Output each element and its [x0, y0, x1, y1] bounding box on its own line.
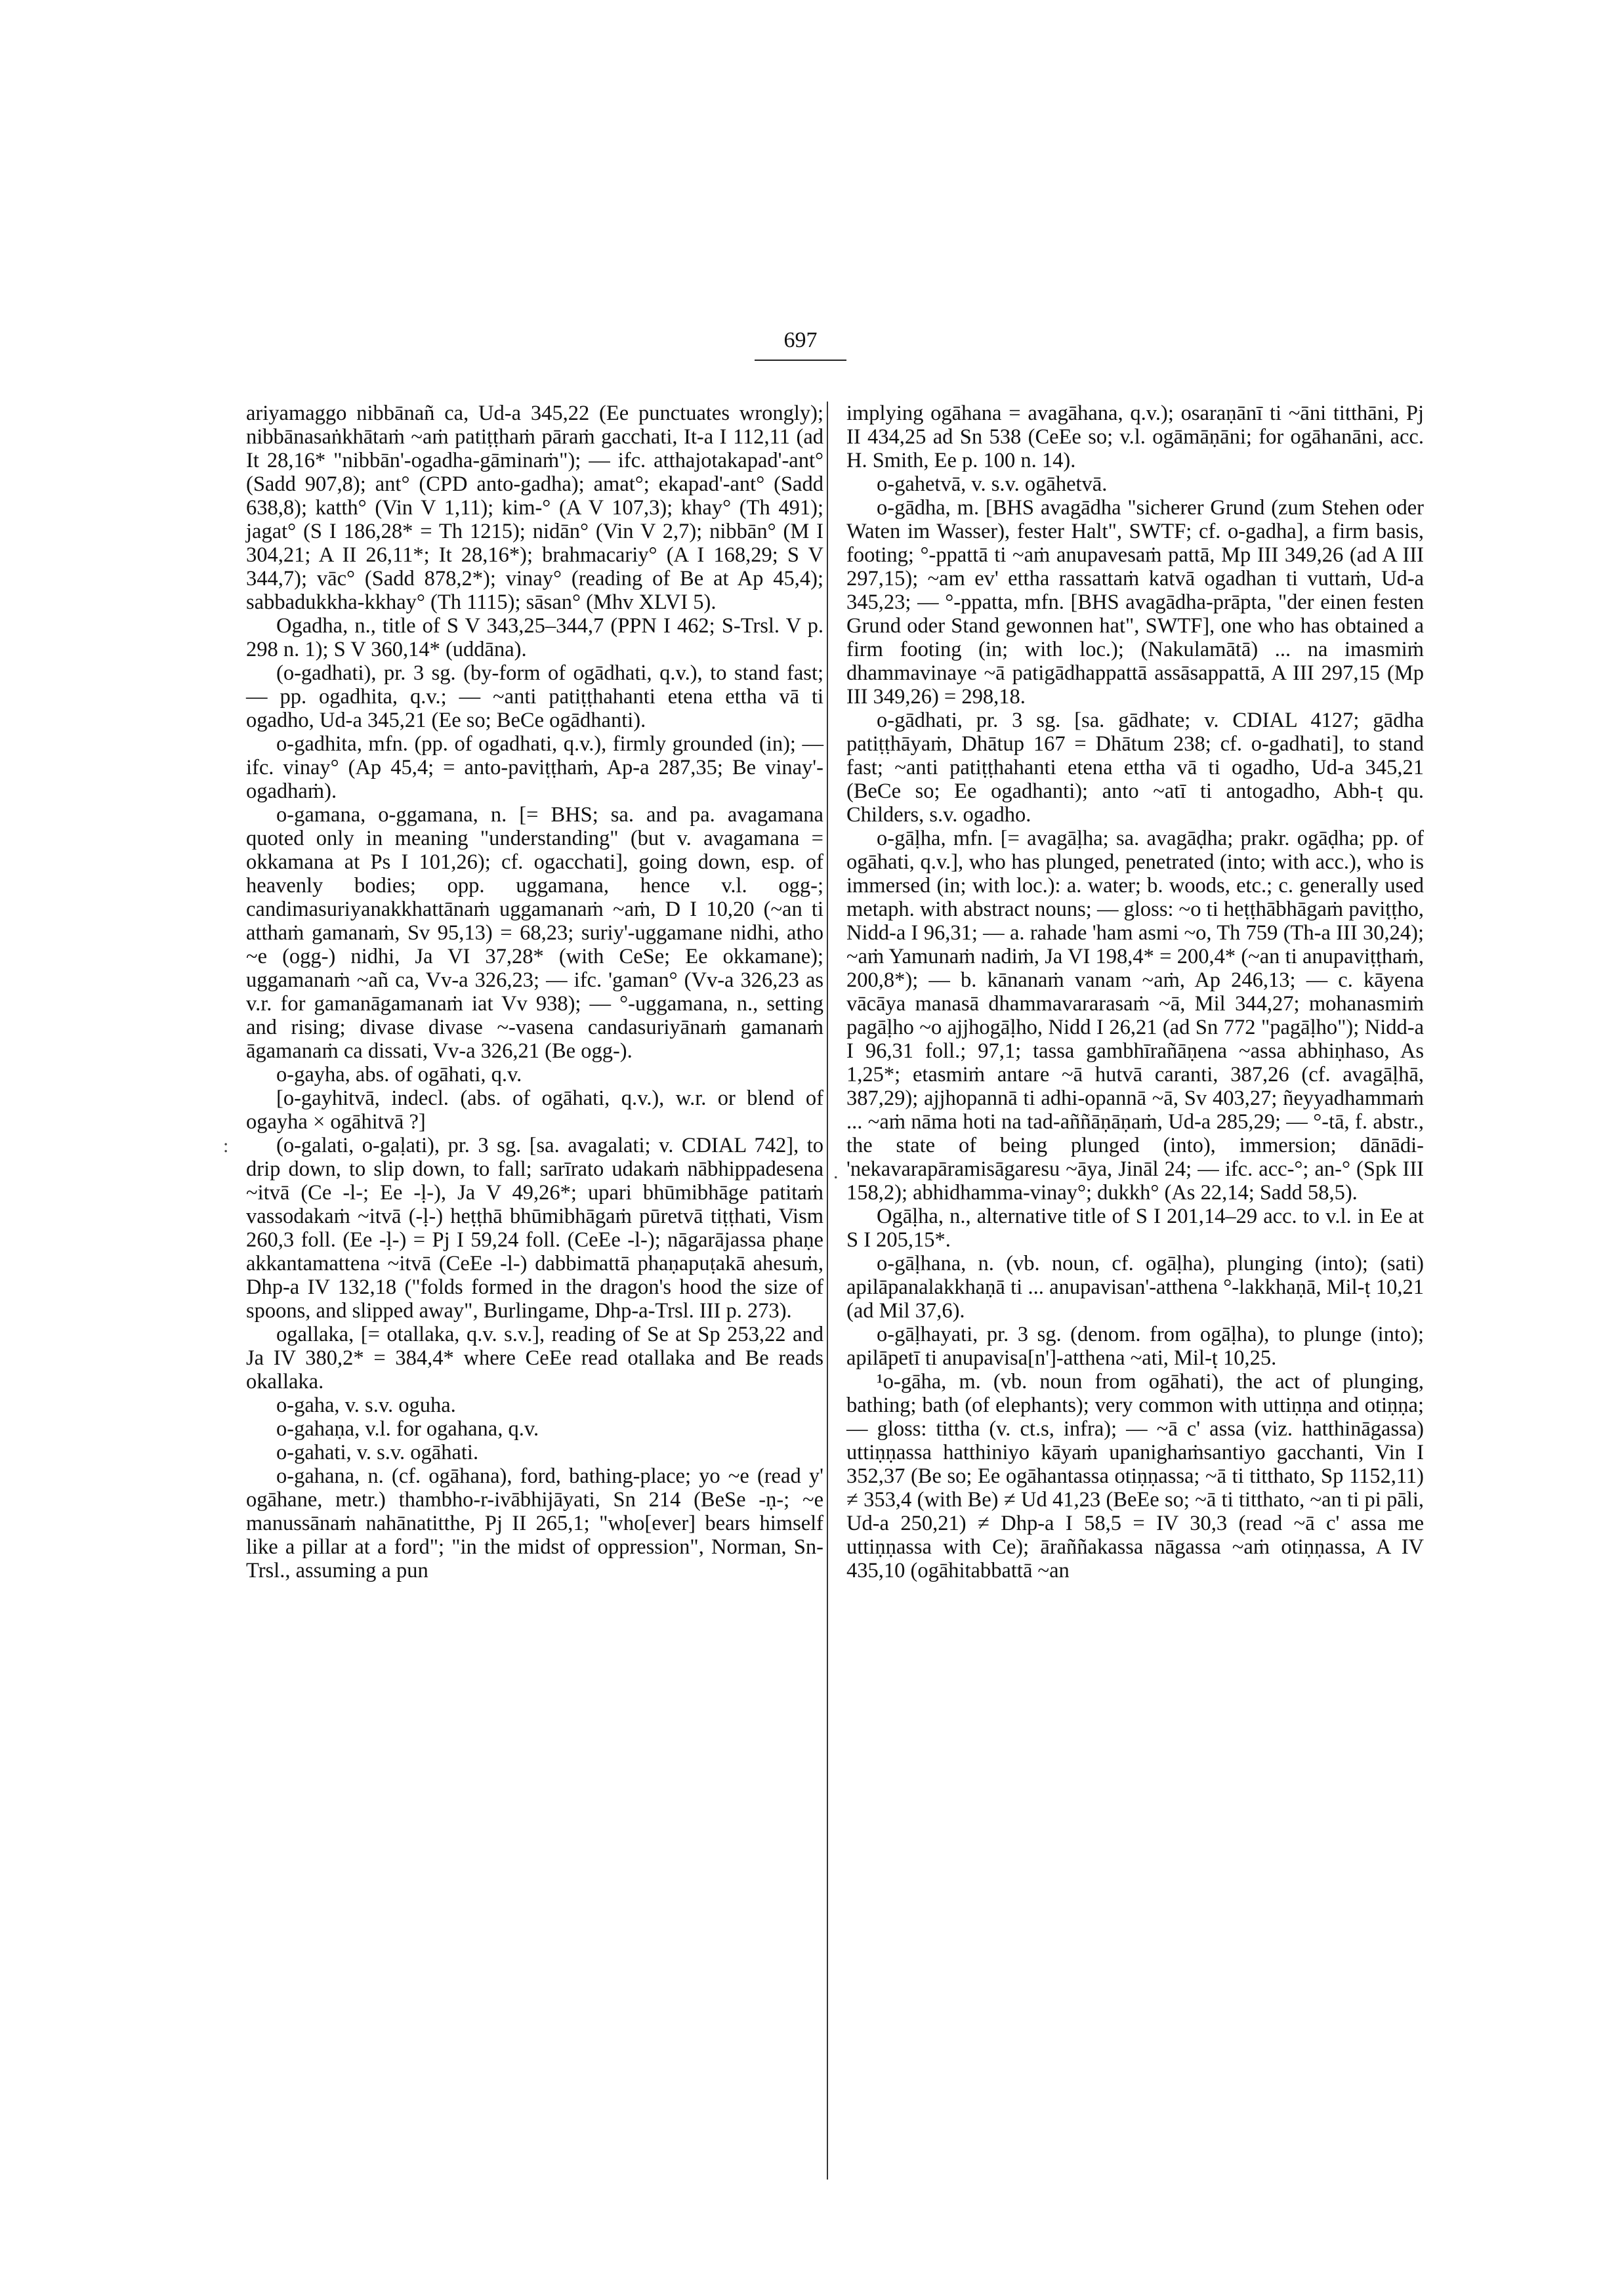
- left-column: [246, 402, 823, 1582]
- dictionary-entry: o-gayha, abs. of ogāhati, q.v.: [276, 1063, 522, 1086]
- right-column: [846, 402, 1424, 1582]
- dictionary-entry: o-gāḷhana, n. (vb. noun, cf. ogāḷha), plunging (into); (sati) apilāpanalakkhaṇā ti ... anupavisan'-atthena °-lakkhaṇā, Mil-ṭ 10,21 (ad Mil 37,6).: [846, 1252, 1424, 1323]
- dictionary-entry: Ogadha, n., title of S V 343,25–344,7 (PPN I 462; S-Trsl. V p. 298 n. 1); S V 360,14* (uddāna).: [246, 614, 823, 661]
- margin-mark: .: [833, 1161, 839, 1183]
- dictionary-entry: o-gādha, m. [BHS avagādha "sicherer Grund (zum Stehen oder Waten im Wasser), fester Halt", SWTF; cf. o-gadha], a firm basis, footing; °-ppattā ti ~aṁ anupavesaṁ pattā, Mp III 349,26 (ad A III 297,15); ~am ev' ettha rassattaṁ katvā ogadhan ti vuttaṁ, Ud-a 345,23; — °-ppatta, mfn. [BHS avagādha-prāpta, "der einen festen Grund oder Stand gewonnen hat", SWTF], one who has obtained a firm footing (in; with loc.); (Nakulamātā) ... na imasmiṁ dhammavinaye ~ā patigādhappattā assāsappattā, A III 297,15 (Mp III 349,26) = 298,18.: [846, 496, 1424, 709]
- dictionary-entry: o-gadhita, mfn. (pp. of ogadhati, q.v.), firmly grounded (in); — ifc. vinay° (Ap 45,4; = anto-paviṭṭhaṁ, Ap-a 287,35; Be vinay'-ogadhaṁ).: [246, 732, 823, 803]
- dictionary-entry: ogallaka, [= otallaka, q.v. s.v.], reading of Se at Sp 253,22 and Ja IV 380,2* = 384,4* where CeEe read otallaka and Be reads okallaka.: [246, 1323, 823, 1394]
- dictionary-entry: o-gādhati, pr. 3 sg. [sa. gādhate; v. CDIAL 4127; gādha patiṭṭhāyaṁ, Dhātup 167 = Dhātum 238; cf. o-gadhati], to stand fast; ~anti patiṭṭhahanti etena ettha vā ti ogadho, Ud-a 345,21 (BeCe so; Ee ogadhanti); anto ~atī ti antogadho, Abh-ṭ qu. Childers, s.v. ogadho.: [846, 709, 1424, 827]
- dictionary-entry: o-gāḷhayati, pr. 3 sg. (denom. from ogāḷha), to plunge (into); apilāpetī ti anupavisa[n']-atthena ~ati, Mil-ṭ 10,25.: [846, 1323, 1424, 1370]
- dictionary-entry: o-gahetvā, v. s.v. ogāhetvā.: [877, 472, 1108, 496]
- dictionary-entry: o-gamana, o-ggamana, n. [= BHS; sa. and pa. avagamana quoted only in meaning "understanding" (but v. avagamana = okkamana at Ps I 101,26); cf. ogacchati], going down, esp. of heavenly bodies; opp. uggamana, hence v.l. ogg-; candimasuriyanakkhattānaṁ uggamanaṁ ~aṁ, D I 10,20 (~an ti atthaṁ gamanaṁ, Sv 95,13) = 68,23; suriy'-uggamane nidhi, atho ~e (ogg-) nidhi, Ja VI 37,28* (with CeSe; Ee okkamane); uggamanaṁ ~añ ca, Vv-a 326,23; — ifc. 'gaman° (Vv-a 326,23 as v.r. for gamanāgamanaṁ iat Vv 938); — °-uggamana, n., setting and rising; divase divase ~-vasena candasuriyānaṁ gamanaṁ āgamanaṁ ca dissati, Vv-a 326,21 (Be ogg-).: [246, 803, 823, 1063]
- dictionary-entry: o-gahaṇa, v.l. for ogahana, q.v.: [276, 1417, 539, 1441]
- dictionary-entry: implying ogāhana = avagāhana, q.v.); osaraṇānī ti ~āni titthāni, Pj II 434,25 ad Sn 538 (CeEe so; v.l. ogāmāṇāni; for ogāhanāni, acc. H. Smith, Ee p. 100 n. 14).: [846, 402, 1424, 472]
- column-divider: [827, 402, 828, 2180]
- dictionary-entry: o-gaha, v. s.v. oguha.: [276, 1394, 456, 1417]
- dictionary-entry: o-gahana, n. (cf. ogāhana), ford, bathing-place; yo ~e (read y' ogāhane, metr.) thambho-r-ivābhijāyati, Sn 214 (BeSe -ṇ-; ~e manussānaṁ nahānatitthe, Pj II 265,1; "who[ever] bears himself like a pillar at a ford"; "in the midst of oppression", Norman, Sn-Trsl., assuming a pun: [246, 1464, 823, 1582]
- header-rule: [755, 360, 846, 361]
- dictionary-entry: o-gāḷha, mfn. [= avagāḷha; sa. avagāḍha; prakr. ogāḍha; pp. of ogāhati, q.v.], who has plunged, penetrated (into; with acc.), who is immersed (in; with loc.): a. water; b. woods, etc.; c. generally used metaph. with abstract nouns; — gloss: ~o ti heṭṭhābhāgaṁ paviṭṭho, Nidd-a I 96,31; — a. rahade 'ham asmi ~o, Th 759 (Th-a III 30,24); ~aṁ Yamunaṁ nadiṁ, Ja VI 198,4* = 200,4* (~an ti anupaviṭṭhaṁ, 200,8*); — b. kānanaṁ vanam ~aṁ, Ap 246,13; — c. kāyena vācāya manasā dhammavararasaṁ ~ā, Mil 344,27; mohanasmiṁ pagāḷho ~o ajjhogāḷho, Nidd I 26,21 (ad Sn 772 "pagāḷho"); Nidd-a I 96,31 foll.; 97,1; tassa gambhīrañāṇena ~assa abhiṇhaso, As 1,25*; etasmiṁ antare ~ā hutvā caranti, 387,26 (cf. avagāḷhā, 387,29); ajjhopannā ti adhi-opannā ~ā, Sv 403,27; ñeyyadhammaṁ ... ~aṁ nāma hoti na tad-aññāṇāṇaṁ, Ud-a 285,29; — °-tā, f. abstr., the state of being plunged (into), immersion; dānādi-'nekavarapāramisāgaresu ~āya, Jināl 24; — ifc. acc-°; an-° (Spk III 158,2); abhidhamma-vinay°; dukkh° (As 22,14; Sadd 58,5).: [846, 827, 1424, 1205]
- dictionary-entry: (o-galati, o-gaḷati), pr. 3 sg. [sa. avagalati; v. CDIAL 742], to drip down, to slip down, to fall; sarīrato udakaṁ nābhippadesena ~itvā (Ce -l-; Ee -ḷ-), Ja V 49,26*; upari bhūmibhāge patitaṁ vassodakaṁ ~itvā (-ḷ-) heṭṭhā bhūmibhāgaṁ pūretvā tiṭṭhati, Vism 260,3 foll. (Ee -ḷ-) = Pj I 59,24 foll. (CeEe -l-); nāgarājassa phaṇe akkantamattena ~itvā (CeEe -l-) dabbimattā phaṇapuṭakā ahesuṁ, Dhp-a IV 132,18 ("folds formed in the dragon's hood the size of spoons, and slipped away", Burlingame, Dhp-a-Trsl. III p. 273).: [246, 1134, 823, 1323]
- dictionary-entry: (o-gadhati), pr. 3 sg. (by-form of ogādhati, q.v.), to stand fast; — pp. ogadhita, q.v.; — ~anti patiṭṭhahanti etena ettha vā ti ogadho, Ud-a 345,21 (Ee so; BeCe ogādhanti).: [246, 661, 823, 732]
- margin-mark: :: [223, 1135, 229, 1157]
- dictionary-entry: ariyamaggo nibbānañ ca, Ud-a 345,22 (Ee punctuates wrongly); nibbānasaṅkhātaṁ ~aṁ patiṭṭhaṁ pāraṁ gacchati, It-a I 112,11 (ad It 28,16* "nibbān'-ogadha-gāminaṁ"); — ifc. atthajotakapad'-ant° (Sadd 907,8); ant° (CPD anto-gadha); amat°; ekapad'-ant° (Sadd 638,8); katth° (Vin V 1,11); kim-° (A V 107,3); khay° (Th 491); jagat° (S I 186,28* = Th 1215); nidān° (Vin V 2,7); nibbān° (M I 304,21; A II 26,11*; It 28,16*); brahmacariy° (A I 168,29; S V 344,7); vāc° (Sadd 878,2*); vinay° (reading of Be at Ap 45,4); sabbadukkha-kkhay° (Th 1115); sāsan° (Mhv XLVI 5).: [246, 402, 823, 614]
- dictionary-entry: [o-gayhitvā, indecl. (abs. of ogāhati, q.v.), w.r. or blend of ogayha × ogāhitvā ?]: [246, 1086, 823, 1134]
- dictionary-entry: Ogāḷha, n., alternative title of S I 201,14–29 acc. to v.l. in Ee at S I 205,15*.: [846, 1205, 1424, 1252]
- dictionary-entry: ¹o-gāha, m. (vb. noun from ogāhati), the act of plunging, bathing; bath (of elephants); very common with uttiṇṇa and otiṇṇa; — gloss: tittha (v. ct.s, infra); — ~ā c' assa (viz. hatthināgassa) uttiṇṇassa hatthiniyo kāyaṁ upanighaṁsantiyo gacchanti, Vin I 352,37 (Be so; Ee ogāhantassa otiṇṇassa; ~ā ti titthato, Sp 1152,11) ≠ 353,4 (with Be) ≠ Ud 41,23 (BeEe so; ~ā ti titthato, ~an ti pi pāli, Ud-a 250,21) ≠ Dhp-a I 58,5 = IV 30,3 (read ~ā c' assa me uttiṇṇassa with Ce); āraññakassa nāgassa ~aṁ otiṇṇassa, A IV 435,10 (ogāhitabbattā ~an: [846, 1370, 1424, 1582]
- dictionary-entry: o-gahati, v. s.v. ogāhati.: [276, 1441, 479, 1464]
- page-number: 697: [783, 328, 818, 352]
